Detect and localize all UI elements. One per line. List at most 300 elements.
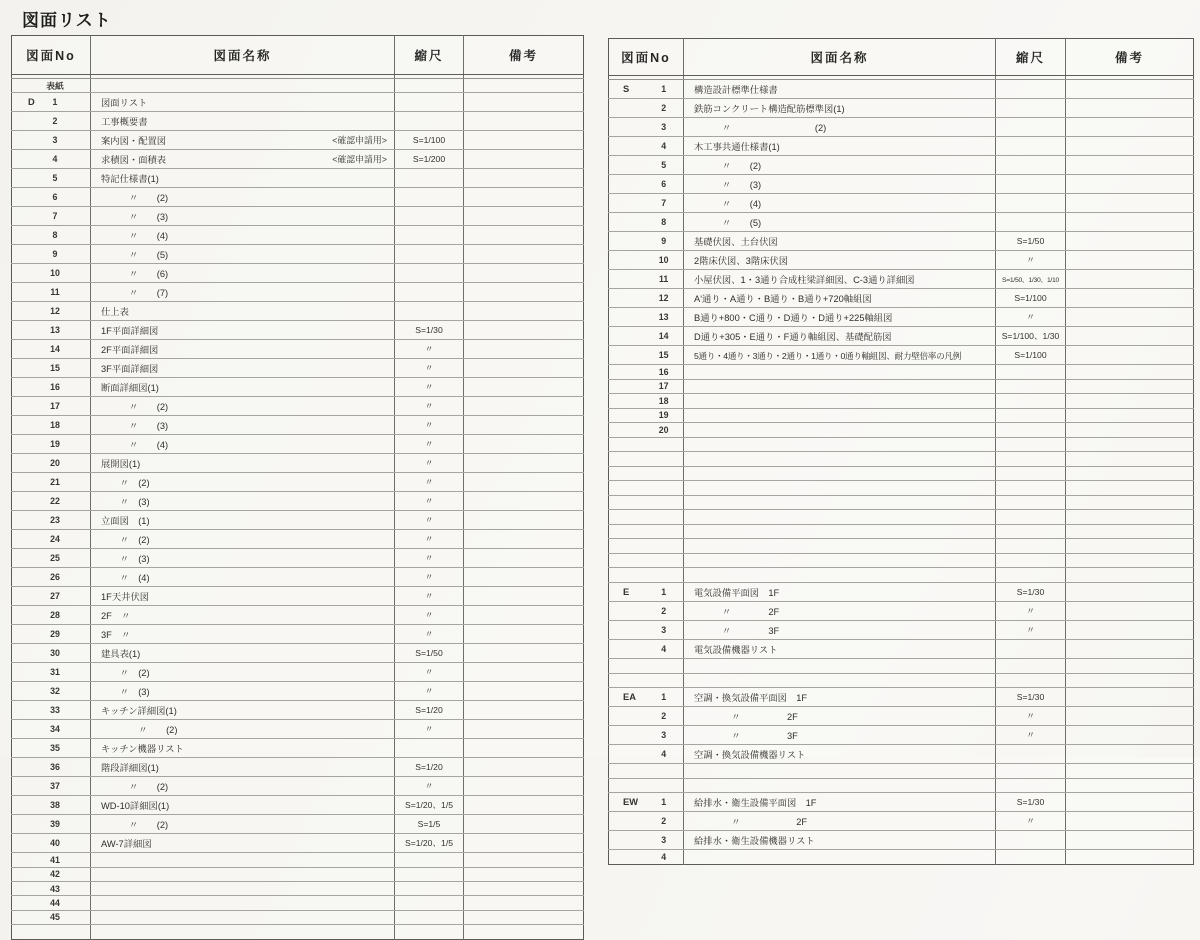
scale-cell: S=1/20、1/5 [395, 834, 464, 853]
remarks-cell [1066, 764, 1194, 779]
drawing-no-cell [12, 796, 91, 815]
scale-cell [996, 379, 1066, 394]
drawing-number: 23 [50, 515, 60, 526]
drawing-no-cell [12, 701, 91, 720]
drawing-name-cell [91, 169, 395, 188]
drawing-no-cell [609, 346, 684, 365]
column-header-drawing-name: 図面名称 [684, 39, 996, 76]
drawing-no-cell [12, 321, 91, 340]
table-row [12, 473, 584, 492]
drawing-no-cell [12, 739, 91, 758]
drawing-name: 〃 (3) [694, 180, 762, 190]
drawing-name-cell [91, 473, 395, 492]
drawing-name-cell [684, 308, 996, 327]
table-row [12, 815, 584, 834]
remarks-cell [464, 758, 584, 777]
remarks-cell [1066, 251, 1194, 270]
drawing-name: 案内図・配置図 [101, 136, 167, 147]
drawing-no-cell [12, 853, 91, 867]
drawing-number: 19 [658, 410, 669, 421]
drawing-no-group [609, 103, 683, 113]
drawing-no-group [609, 198, 683, 208]
drawing-number: 11 [50, 287, 60, 298]
remarks-cell [464, 454, 584, 473]
scale-cell [996, 394, 1066, 409]
column-header-drawing-name: 図面名称 [91, 36, 395, 75]
drawing-name-cell [684, 688, 996, 707]
table-row [12, 568, 584, 587]
drawing-name-cell [91, 79, 395, 93]
remarks-cell [464, 568, 584, 587]
scale-cell: S=1/50 [395, 644, 464, 663]
drawing-no-cell [12, 264, 91, 283]
drawing-number: 4 [52, 154, 58, 165]
table-row [12, 79, 584, 93]
drawing-number: 4 [661, 851, 667, 862]
drawing-name-cell [684, 620, 996, 639]
drawing-number: 38 [50, 800, 60, 811]
page-title: 図面リスト [22, 11, 112, 30]
table-row [609, 850, 1194, 865]
scale-cell: 〃 [395, 473, 464, 492]
drawing-number: 10 [50, 268, 60, 279]
drawing-name: 〃 (5) [101, 250, 169, 261]
column-header-remarks: 備考 [1066, 39, 1194, 76]
drawing-no-cell [12, 131, 91, 150]
drawing-no-group [12, 819, 90, 829]
drawing-no-cell [609, 764, 684, 779]
column-header-remarks: 備考 [464, 36, 584, 75]
scale-cell [395, 910, 464, 924]
drawing-no-group [12, 135, 90, 145]
drawing-number: 2 [52, 116, 58, 127]
drawing-name: 小屋伏図、1・3通り合成柱梁詳細図、C-3通り詳細図 [694, 275, 915, 285]
drawing-name: 求積図・面積表 [101, 155, 167, 166]
drawing-name-cell [684, 452, 996, 467]
scale-cell [395, 93, 464, 112]
drawing-no-cell [12, 454, 91, 473]
drawing-no-cell [12, 378, 91, 397]
remarks-cell [1066, 639, 1194, 658]
drawing-no-group [12, 173, 90, 183]
drawing-number: 28 [50, 610, 60, 621]
table-row [12, 226, 584, 245]
drawing-no-group [609, 396, 683, 406]
drawing-name-cell [91, 150, 395, 169]
drawing-name-cell [684, 175, 996, 194]
drawing-no-group [12, 686, 90, 696]
drawing-name-cell [91, 867, 395, 881]
drawing-no-cell [12, 682, 91, 701]
table-row [12, 530, 584, 549]
scale-cell [395, 169, 464, 188]
scale-cell: 〃 [395, 378, 464, 397]
drawing-no-cell [12, 283, 91, 302]
drawing-number: 6 [661, 179, 667, 189]
drawing-number: 3 [661, 122, 667, 132]
drawing-number: 17 [50, 401, 60, 412]
remarks-cell [1066, 568, 1194, 583]
drawing-number: 20 [658, 424, 669, 435]
table-row [609, 658, 1194, 673]
drawing-name-cell [91, 815, 395, 834]
table-row [609, 379, 1194, 394]
drawing-no-cell [12, 549, 91, 568]
scale-cell [996, 452, 1066, 467]
drawing-name-cell [684, 481, 996, 496]
scale-cell: 〃 [395, 435, 464, 454]
drawing-name-cell [684, 745, 996, 764]
remarks-cell [464, 150, 584, 169]
section-letter: D [28, 97, 35, 108]
scale-cell [996, 118, 1066, 137]
drawing-name: 〃 (4) [101, 231, 169, 242]
drawing-no-group [609, 255, 683, 265]
drawing-no-cell [609, 408, 684, 423]
drawing-name: 給排水・衛生設備平面図 1F [694, 798, 817, 809]
drawing-list-table [608, 38, 1194, 865]
drawing-no-cell [12, 511, 91, 530]
drawing-name: 工事概要書 [101, 117, 148, 128]
drawing-name-cell [91, 492, 395, 511]
drawing-no-cell [609, 394, 684, 409]
remarks-cell [1066, 707, 1194, 726]
drawing-no-cell [12, 815, 91, 834]
drawing-no-group [609, 410, 683, 420]
scale-cell [395, 79, 464, 93]
scale-cell [996, 658, 1066, 673]
table-row [609, 688, 1194, 707]
drawing-name: 〃 2F [694, 712, 798, 723]
drawing-name: 立面図 (1) [101, 516, 150, 527]
scale-cell [996, 175, 1066, 194]
remarks-cell [1066, 308, 1194, 327]
table-row [12, 131, 584, 150]
table-row [12, 777, 584, 796]
scale-cell [395, 188, 464, 207]
drawing-no-cell [609, 778, 684, 793]
drawing-name-cell [91, 834, 395, 853]
drawing-name: 〃 3F [694, 625, 780, 636]
remarks-cell [1066, 452, 1194, 467]
drawing-name-cell [684, 831, 996, 850]
table-row [609, 365, 1194, 380]
table-row [609, 99, 1194, 118]
drawing-no-cell [12, 79, 91, 93]
table-row [12, 896, 584, 910]
drawing-number: 14 [50, 344, 60, 355]
drawing-number: 13 [50, 325, 60, 336]
scale-cell [395, 925, 464, 939]
drawing-no-cell [12, 925, 91, 939]
drawing-no-cell [12, 397, 91, 416]
remarks-cell [1066, 688, 1194, 707]
drawing-list-sheet-right [608, 38, 1193, 865]
drawing-no-group [609, 350, 683, 360]
drawing-number: 11 [658, 274, 669, 284]
drawing-no-group [12, 420, 90, 430]
scale-cell: 〃 [996, 707, 1066, 726]
drawing-name: 木工事共通仕様書(1) [694, 142, 780, 152]
header-row [609, 39, 1194, 76]
drawing-name-cell [684, 99, 996, 118]
drawing-number: 9 [661, 236, 667, 246]
drawing-no-cell [12, 93, 91, 112]
table-row [609, 80, 1194, 99]
remarks-cell [1066, 553, 1194, 568]
drawing-number: 16 [658, 366, 669, 377]
drawing-name: 2階床伏図、3階床伏図 [694, 256, 789, 266]
remarks-cell [1066, 812, 1194, 831]
table-row [12, 302, 584, 321]
drawing-name: 断面詳細図(1) [101, 383, 159, 394]
scale-cell [996, 423, 1066, 438]
table-row [12, 701, 584, 720]
drawing-name: 2F平面詳細図 [101, 345, 159, 356]
drawing-no-cell [12, 340, 91, 359]
drawing-no-group [609, 625, 683, 635]
remarks-cell [464, 925, 584, 939]
drawing-name-cell [91, 359, 395, 378]
drawing-name-cell [91, 245, 395, 264]
scale-cell: 〃 [395, 549, 464, 568]
drawing-no-cell [609, 831, 684, 850]
drawing-no-group [12, 306, 90, 316]
drawing-name: 〃 2F [694, 817, 808, 828]
drawing-name: キッチン詳細図(1) [101, 706, 177, 717]
section-letter: EW [623, 797, 638, 808]
table-row [609, 308, 1194, 327]
table-row [609, 601, 1194, 620]
remarks-cell [464, 644, 584, 663]
drawing-name: 〃 3F [694, 731, 798, 742]
scale-cell [395, 739, 464, 758]
table-row [12, 416, 584, 435]
drawing-number: 18 [50, 420, 60, 431]
drawing-no-cell [609, 118, 684, 137]
scale-cell: S=1/200 [395, 150, 464, 169]
remarks-cell [1066, 175, 1194, 194]
table-row [12, 606, 584, 625]
drawing-no-group [609, 367, 683, 377]
remarks-cell [1066, 289, 1194, 308]
drawing-number: 8 [52, 230, 58, 241]
drawing-name-cell [91, 853, 395, 867]
drawing-name-cell [684, 270, 996, 289]
remarks-cell [1066, 658, 1194, 673]
drawing-no-cell [609, 437, 684, 452]
drawing-number: 45 [50, 912, 60, 923]
drawing-no-group [12, 230, 90, 240]
remarks-cell [1066, 437, 1194, 452]
drawing-no-group [12, 154, 90, 164]
drawing-name: 〃 (3) [101, 497, 150, 508]
scale-cell [996, 568, 1066, 583]
drawing-name-cell [91, 549, 395, 568]
drawing-no-group [609, 797, 683, 807]
drawing-name-cell [684, 812, 996, 831]
drawing-name: 〃 (2) [101, 478, 150, 489]
scale-cell [996, 673, 1066, 688]
drawing-name-cell [684, 778, 996, 793]
drawing-number: 3 [661, 835, 667, 846]
drawing-no-group [12, 97, 90, 107]
scale-cell [996, 850, 1066, 865]
drawing-name: 〃 (2) [101, 193, 169, 204]
drawing-no-group [12, 800, 90, 810]
remarks-cell [464, 397, 584, 416]
remarks-cell [1066, 745, 1194, 764]
remarks-cell [1066, 601, 1194, 620]
drawing-no-cell [609, 601, 684, 620]
remarks-cell [1066, 365, 1194, 380]
table-row [12, 867, 584, 881]
drawing-name: 〃 (2) [101, 535, 150, 546]
drawing-no-group [609, 692, 683, 702]
scale-cell [395, 207, 464, 226]
remarks-cell [464, 815, 584, 834]
scale-cell [996, 481, 1066, 496]
drawing-name-cell [684, 379, 996, 394]
drawing-name: 〃 (2) [694, 123, 827, 133]
table-row [609, 346, 1194, 365]
drawing-name: 1F平面詳細図 [101, 326, 159, 337]
scale-cell: S=1/30 [996, 793, 1066, 812]
drawing-name-cell [91, 530, 395, 549]
drawing-no-cell [609, 213, 684, 232]
remarks-cell [1066, 778, 1194, 793]
remarks-cell [1066, 408, 1194, 423]
table-row [12, 245, 584, 264]
table-row [12, 492, 584, 511]
drawing-no-cell [12, 169, 91, 188]
table-row [609, 707, 1194, 726]
drawing-no-cell [12, 777, 91, 796]
drawing-name-cell [91, 416, 395, 435]
remarks-cell [464, 207, 584, 226]
table-row [12, 511, 584, 530]
scale-cell: 〃 [395, 340, 464, 359]
scale-cell: 〃 [395, 682, 464, 701]
table-row [12, 663, 584, 682]
drawing-number: 4 [661, 141, 667, 151]
drawing-number: 4 [661, 643, 667, 654]
drawing-no-cell [609, 688, 684, 707]
drawing-no-cell [12, 606, 91, 625]
drawing-name-cell [684, 707, 996, 726]
drawing-no-cell [12, 112, 91, 131]
scale-cell [996, 510, 1066, 525]
table-row [609, 137, 1194, 156]
drawing-no-cell [12, 150, 91, 169]
drawing-no-group [12, 610, 90, 620]
drawing-number: 22 [50, 496, 60, 507]
remarks-cell [1066, 232, 1194, 251]
column-header-scale: 縮尺 [395, 36, 464, 75]
table-row [609, 270, 1194, 289]
remarks-cell [1066, 213, 1194, 232]
drawing-name-cell [91, 720, 395, 739]
scale-cell [996, 408, 1066, 423]
drawing-name-cell [684, 423, 996, 438]
remarks-cell [464, 321, 584, 340]
drawing-name-cell [91, 663, 395, 682]
drawing-name-cell [684, 658, 996, 673]
drawing-name-cell [91, 568, 395, 587]
drawing-name-cell [684, 365, 996, 380]
scale-cell: S=1/100 [395, 131, 464, 150]
remarks-cell [464, 245, 584, 264]
drawing-number: 3 [661, 730, 667, 741]
table-row [12, 587, 584, 606]
drawing-no-group [12, 553, 90, 563]
drawing-name-cell [684, 601, 996, 620]
remarks-cell [1066, 726, 1194, 745]
drawing-no-group [12, 401, 90, 411]
drawing-number: 30 [50, 648, 60, 659]
remarks-cell [464, 435, 584, 454]
drawing-name: 展開図(1) [101, 459, 141, 470]
drawing-name-cell [91, 112, 395, 131]
table-row [609, 466, 1194, 481]
drawing-number: 37 [50, 781, 60, 792]
drawing-name-cell [684, 156, 996, 175]
drawing-number: 44 [50, 898, 60, 909]
table-row [12, 435, 584, 454]
drawing-no-group [609, 644, 683, 654]
drawing-no-group [12, 477, 90, 487]
table-row [609, 118, 1194, 137]
table-row [12, 93, 584, 112]
drawing-number: 27 [50, 591, 60, 602]
table-row [12, 796, 584, 815]
remarks-cell [1066, 346, 1194, 365]
drawing-name-cell [684, 137, 996, 156]
drawing-name-cell [684, 764, 996, 779]
scale-cell [996, 194, 1066, 213]
scale-cell: S=1/50 [996, 232, 1066, 251]
drawing-no-group [12, 344, 90, 354]
drawing-no-cell [12, 473, 91, 492]
drawing-name: AW-7詳細図 [101, 839, 152, 850]
drawing-no-group [12, 855, 90, 865]
approval-note: <確認申請用> [332, 154, 387, 165]
drawing-name-cell [91, 283, 395, 302]
drawing-name-cell [684, 394, 996, 409]
remarks-cell [1066, 495, 1194, 510]
table-row [12, 882, 584, 896]
remarks-cell [464, 131, 584, 150]
table-row [609, 726, 1194, 745]
table-row [609, 539, 1194, 554]
drawing-number: 17 [658, 381, 669, 392]
scale-cell: 〃 [996, 620, 1066, 639]
remarks-cell [1066, 539, 1194, 554]
drawing-name: 〃 (2) [101, 725, 178, 736]
scale-cell: S=1/30 [996, 582, 1066, 601]
drawing-no-group [609, 816, 683, 826]
scale-cell [996, 156, 1066, 175]
drawing-no-group [12, 869, 90, 879]
drawing-no-cell [609, 658, 684, 673]
table-row [609, 778, 1194, 793]
section-letter: S [623, 84, 630, 94]
drawing-number: 19 [50, 439, 60, 450]
drawing-name: 鉄筋コンクリート構造配筋標準図(1) [694, 104, 845, 114]
drawing-list-table [11, 35, 584, 940]
drawing-name: 〃 (2) [101, 782, 169, 793]
table-row [12, 378, 584, 397]
